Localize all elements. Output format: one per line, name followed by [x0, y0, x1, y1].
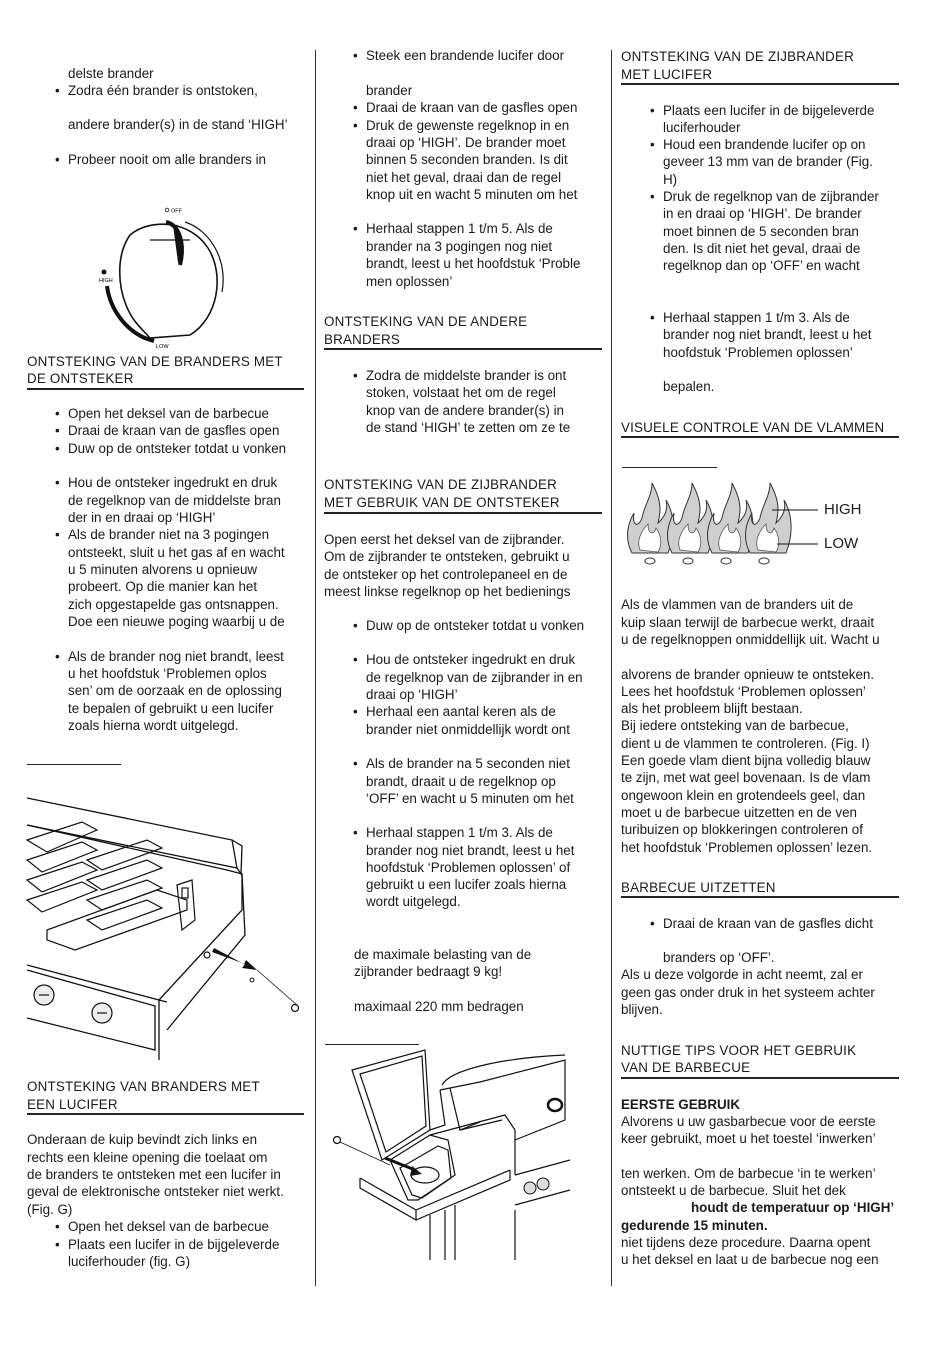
- bullet-icon: •: [650, 189, 655, 204]
- text-line: de ontsteker op het controlepaneel en de: [324, 567, 568, 582]
- text-line: maximaal 220 mm bedragen: [354, 999, 524, 1014]
- section-heading: NUTTIGE TIPS VOOR HET GEBRUIK: [621, 1043, 857, 1058]
- heading-underline: [27, 1113, 304, 1115]
- heading-underline: [621, 436, 899, 438]
- column-divider-left: [315, 50, 316, 1286]
- bullet-icon: •: [650, 103, 655, 118]
- text-line: Open het deksel van de barbecue: [68, 1219, 270, 1234]
- text-line: alvorens de brander opnieuw te ontsteken.: [621, 667, 875, 682]
- bullet-icon: •: [353, 652, 358, 667]
- knob-low-label: LOW: [156, 344, 169, 350]
- text-line: Als de vlammen van de branders uit de: [621, 597, 854, 612]
- text-line: Om de zijbrander te ontsteken, gebruikt u: [324, 549, 570, 564]
- section-heading: ONTSTEKING VAN DE BRANDERS MET: [27, 354, 283, 369]
- text-line: niet tijdens deze procedure. Daarna opent: [621, 1235, 871, 1250]
- heading-underline: [621, 83, 899, 85]
- text-line: meest linkse regelknop op het bedienings: [324, 584, 571, 599]
- column-divider-right: [611, 50, 612, 1286]
- bullet-icon: •: [650, 310, 655, 325]
- text-line: u het deksel en laat u de barbecue nog een: [621, 1252, 879, 1267]
- text-line: sen’ om de oorzaak en de oplossing: [68, 683, 282, 698]
- text-line: Doe een nieuwe poging waarbij u de: [68, 614, 285, 629]
- text-line: houdt de temperatuur op ‘HIGH’: [691, 1200, 895, 1215]
- text-line: binnen 5 seconden branden. Is dit: [366, 152, 568, 167]
- text-line: de regelknop van de zijbrander in en: [366, 670, 583, 685]
- text-line: te bepalen of gebruikt u een lucifer: [68, 701, 274, 716]
- text-line: ongewoon klein en grotendeels geel, dan: [621, 788, 866, 803]
- text-line: knop van de andere brander(s) in: [366, 403, 565, 418]
- knob-high-label: HIGH: [99, 278, 113, 284]
- text-line: rechts een kleine opening die toelaat om: [27, 1150, 268, 1165]
- bullet-icon: •: [55, 152, 60, 167]
- text-line: kuip slaan terwijl de barbecue werkt, draait: [621, 615, 875, 630]
- bullet-icon: •: [353, 618, 358, 633]
- section-heading: DE ONTSTEKER: [27, 371, 134, 386]
- subheading: EERSTE GEBRUIK: [621, 1097, 741, 1112]
- bullet-icon: •: [55, 423, 60, 438]
- grill-burner-figure: [27, 770, 307, 1060]
- text-line: geval de elektronische ontsteker niet werkt.: [27, 1184, 284, 1199]
- text-line: moet u de barbecue uitzetten en de ven: [621, 805, 857, 820]
- text-line: (Fig. G): [27, 1202, 73, 1217]
- text-line: Druk de gewenste regelknop in en: [366, 118, 570, 133]
- text-line: de regelknop van de middelste bran: [68, 493, 281, 508]
- text-line: branders op ‘OFF’.: [663, 950, 775, 965]
- flame-low-label: LOW: [824, 535, 859, 552]
- text-line: u de regelknoppen onmiddellijk uit. Wacht u: [621, 632, 880, 647]
- bullet-icon: •: [55, 83, 60, 98]
- section-heading: EEN LUCIFER: [27, 1097, 118, 1112]
- text-line: brander: [366, 83, 413, 98]
- text-line: ten werken. Om de barbecue ‘in te werken’: [621, 1166, 876, 1181]
- text-line: Herhaal stappen 1 t/m 5. Als de: [366, 221, 553, 236]
- text-line: probeert. Op die manier kan het: [68, 579, 258, 594]
- text-line: Als de brander niet na 3 pogingen: [68, 527, 270, 542]
- text-line: Draai de kraan van de gasfles dicht: [663, 916, 873, 931]
- text-line: bepalen.: [663, 379, 715, 394]
- text-line: andere brander(s) in de stand ‘HIGH’: [68, 117, 288, 132]
- text-line: hoofdstuk ‘Problemen oplossen’: [663, 345, 853, 360]
- text-line: het hoofdstuk ‘Problemen oplossen’ lezen.: [621, 840, 873, 855]
- bullet-icon: •: [353, 368, 358, 383]
- text-line: de branders te ontsteken met een lucifer in: [27, 1167, 281, 1182]
- flame-high-label: HIGH: [824, 501, 862, 518]
- text-line: Duw op de ontsteker totdat u vonken: [366, 618, 585, 633]
- text-line: Bij iedere ontsteking van de barbecue,: [621, 718, 849, 733]
- text-line: luciferhouder: [663, 120, 741, 135]
- text-line: delste brander: [68, 66, 154, 81]
- text-line: Herhaal stappen 1 t/m 3. Als de: [663, 310, 850, 325]
- text-line: gedurende 15 minuten.: [621, 1218, 768, 1233]
- text-line: te zijn, met wat geel bovenaan. Is de vlam: [621, 770, 871, 785]
- text-line: Een goede vlam dient bijna volledig blauw: [621, 753, 871, 768]
- section-heading: MET GEBRUIK VAN DE ONTSTEKER: [324, 495, 560, 510]
- text-line: Hou de ontsteker ingedrukt en druk: [366, 652, 576, 667]
- text-line: brandt, draait u de regelknop op: [366, 774, 556, 789]
- bullet-icon: •: [650, 916, 655, 931]
- section-heading: VISUELE CONTROLE VAN DE VLAMMEN: [621, 420, 885, 435]
- section-heading: ONTSTEKING VAN BRANDERS MET: [27, 1079, 260, 1094]
- bullet-icon: •: [353, 704, 358, 719]
- text-line: keer gebruikt, moet u het toestel ‘inwerken’: [621, 1131, 876, 1146]
- text-line: Zodra één brander is ontstoken,: [68, 83, 258, 98]
- text-line: Als de brander na 5 seconden niet: [366, 756, 570, 771]
- bullet-icon: •: [55, 475, 60, 490]
- text-line: Open het deksel van de barbecue: [68, 406, 270, 421]
- heading-underline: [27, 388, 304, 390]
- section-heading: VAN DE BARBECUE: [621, 1060, 751, 1075]
- text-line: knop uit en wacht 5 minuten om het: [366, 187, 578, 202]
- text-line: Hou de ontsteker ingedrukt en druk: [68, 475, 278, 490]
- text-line: draai op ‘HIGH’. De brander moet: [366, 135, 566, 150]
- text-line: draai op ‘HIGH’: [366, 687, 458, 702]
- text-line: ‘OFF’ en wacht u 5 minuten om het: [366, 791, 574, 806]
- text-line: niet het geval, draai dan de regel: [366, 170, 562, 185]
- text-line: brander nog niet brandt, leest u het: [663, 327, 872, 342]
- text-line: men oplossen’: [366, 274, 453, 289]
- figure-caption-rule: [325, 1044, 419, 1045]
- text-line: brander nog niet brandt, leest u het: [366, 843, 575, 858]
- flames-figure: [622, 478, 822, 573]
- bullet-icon: •: [55, 527, 60, 542]
- text-line: dient u de vlammen te controleren. (Fig. I): [621, 736, 870, 751]
- text-line: turibuizen op blokkeringen controleren of: [621, 822, 863, 837]
- text-line: Duw op de ontsteker totdat u vonken: [68, 441, 287, 456]
- bullet-icon: •: [353, 756, 358, 771]
- text-line: Draai de kraan van de gasfles open: [366, 100, 578, 115]
- text-line: u 5 minuten alvorens u opnieuw: [68, 562, 258, 577]
- text-line: brandt, leest u het hoofdstuk ‘Proble: [366, 256, 581, 271]
- text-line: Lees het hoofdstuk ‘Problemen oplossen’: [621, 684, 866, 699]
- text-line: wordt uitgelegd.: [366, 894, 461, 909]
- section-heading: ONTSTEKING VAN DE ANDERE: [324, 314, 528, 329]
- control-knob-figure: [90, 200, 240, 350]
- bullet-icon: •: [55, 441, 60, 456]
- text-line: de stand ‘HIGH’ te zetten om ze te: [366, 420, 571, 435]
- text-line: ontsteekt, sluit u het gas af en wacht: [68, 545, 285, 560]
- text-line: regelknop dan op ‘OFF’ en wacht: [663, 258, 860, 273]
- text-line: Probeer nooit om alle branders in: [68, 152, 266, 167]
- heading-underline: [621, 896, 899, 898]
- text-line: zich opgestapelde gas ontsnappen.: [68, 597, 279, 612]
- text-line: zoals hierna wordt uitgelegd.: [68, 718, 239, 733]
- text-line: gebruikt u een lucifer zoals hierna: [366, 877, 567, 892]
- figure-caption-rule: [622, 467, 717, 468]
- bullet-icon: •: [55, 1219, 60, 1234]
- bullet-icon: •: [353, 221, 358, 236]
- text-line: in en draai op ‘HIGH’. De brander: [663, 206, 862, 221]
- text-line: Zodra de middelste brander is ont: [366, 368, 567, 383]
- text-line: Als u deze volgorde in acht neemt, zal er: [621, 967, 863, 982]
- text-line: de maximale belasting van de: [354, 947, 532, 962]
- text-line: geveer 13 mm van de brander (Fig.: [663, 154, 873, 169]
- text-line: den. Is dit niet het geval, draai de: [663, 241, 861, 256]
- text-line: u het hoofdstuk ‘Problemen oplos: [68, 666, 267, 681]
- text-line: Als de brander nog niet brandt, leest: [68, 649, 284, 664]
- high-indicator-icon: [102, 270, 107, 275]
- text-line: Onderaan de kuip bevindt zich links en: [27, 1132, 258, 1147]
- section-heading: BRANDERS: [324, 332, 401, 347]
- bullet-icon: •: [353, 825, 358, 840]
- text-line: luciferhouder (fig. G): [68, 1254, 191, 1269]
- section-heading: BARBECUE UITZETTEN: [621, 880, 776, 895]
- section-heading: ONTSTEKING VAN DE ZIJBRANDER: [621, 49, 855, 64]
- text-line: geen gas onder druk in het systeem achter: [621, 985, 875, 1000]
- text-line: Open eerst het deksel van de zijbrander.: [324, 532, 565, 547]
- figure-caption-rule: [27, 764, 121, 765]
- knob-off-label: OFF: [171, 208, 182, 215]
- text-line: Houd een brandende lucifer op on: [663, 137, 866, 152]
- knob-body: [120, 222, 223, 338]
- heading-underline: [621, 1077, 899, 1079]
- text-line: der in en draai op ‘HIGH’: [68, 510, 216, 525]
- text-line: hoofdstuk ‘Problemen oplossen’ of: [366, 860, 571, 875]
- bullet-icon: •: [353, 100, 358, 115]
- text-line: stoken, volstaat het om de regel: [366, 385, 556, 400]
- text-line: Alvorens u uw gasbarbecue voor de eerste: [621, 1114, 876, 1129]
- text-line: Steek een brandende lucifer door: [366, 48, 565, 63]
- text-line: Herhaal stappen 1 t/m 3. Als de: [366, 825, 553, 840]
- text-line: ontsteekt u de barbecue. Sluit het dek: [621, 1183, 846, 1198]
- text-line: H): [663, 172, 678, 187]
- bullet-icon: •: [650, 137, 655, 152]
- text-line: brander na 3 pogingen nog niet: [366, 239, 553, 254]
- text-line: moet binnen de 5 seconden bran: [663, 224, 859, 239]
- text-line: blijven.: [621, 1002, 663, 1017]
- section-heading: MET LUCIFER: [621, 67, 713, 82]
- text-line: Herhaal een aantal keren als de: [366, 704, 556, 719]
- text-line: Draai de kraan van de gasfles open: [68, 423, 280, 438]
- text-line: brander niet onmiddellijk wordt ont: [366, 722, 570, 737]
- bullet-icon: •: [55, 649, 60, 664]
- bullet-icon: •: [353, 118, 358, 133]
- side-burner-figure: [330, 1050, 570, 1260]
- heading-underline: [324, 512, 602, 514]
- bullet-icon: •: [55, 1237, 60, 1252]
- bullet-icon: •: [55, 406, 60, 421]
- section-heading: ONTSTEKING VAN DE ZIJBRANDER: [324, 477, 558, 492]
- heading-underline: [324, 348, 602, 350]
- text-line: als het probleem blijft bestaan.: [621, 701, 803, 716]
- text-line: Plaats een lucifer in de bijgeleverde: [68, 1237, 280, 1252]
- text-line: Druk de regelknop van de zijbrander: [663, 189, 879, 204]
- text-line: Plaats een lucifer in de bijgeleverde: [663, 103, 875, 118]
- bullet-icon: •: [353, 48, 358, 63]
- text-line: zijbrander bedraagt 9 kg!: [354, 964, 503, 979]
- off-indicator-icon: [165, 208, 169, 212]
